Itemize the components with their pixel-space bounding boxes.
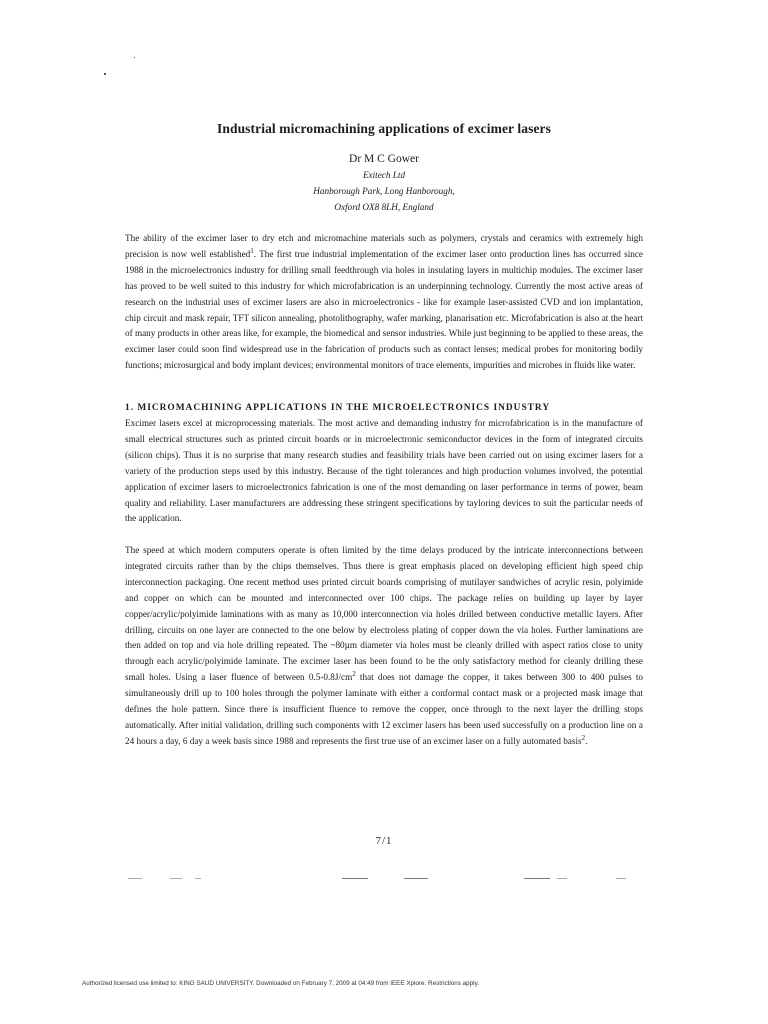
affiliation-address: Hanborough Park, Long Hanborough, <box>313 186 455 196</box>
paragraph2-end: . <box>585 735 588 746</box>
section-heading: 1. MICROMACHINING APPLICATIONS IN THE MICROELECTRONICS INDUSTRY <box>125 403 551 413</box>
scan-artifact-line <box>342 878 368 879</box>
intro-paragraph <box>125 231 643 374</box>
paragraph2-text-b: that does not damage the copper, it takes between 300 to 400 pulses to simultaneously drill up to 100 holes through the polymer laminate with either a conformal contact mask or a projected mask image that defines the hole pattern. Since there is insufficient fluence to remove the copper, once through to the next layer the drilling stops automatically. After initial validation, drilling such components with 12 excimer lasers has been used successfully on a production line on a 24 hours a day, 6 day a week basis since 1988 and represents the first true use of an excimer laser on a fully automated basis <box>125 672 643 746</box>
section1-paragraph-1: Excimer lasers excel at microprocessing materials. The most active and demanding industry for microfabrication is in the manufacture of small electrical structures such as printed circuit boards or in microelectronic semiconductor devices in the form of integrated circuits (silicon chips). Thus it is no surprise that many research studies and feasibility trials have been carried out on using excimer lasers for a variety of the production steps used by this industry. Because of the tight tolerances and high production volumes involved, the potential application of excimer lasers to microelectronics fabrication is one of the most demanding on laser performance in terms of power, beam quality and reliability. Laser manufacturers are addressing these stringent specifications by tayloring devices to suit the particular needs of the application. <box>125 418 643 524</box>
scan-artifact-line <box>524 878 550 879</box>
page-number: 7/1 <box>375 835 393 847</box>
intro-text-a: The ability of the excimer laser to dry etch and micromachine materials such as polymers, crystals and ceramics with extremely high precision is now well established <box>125 233 643 259</box>
intro-text-b: . The first true industrial implementation of the excimer laser onto production lines has occurred since 1988 in the microelectronics industry for drilling small feedthrough via holes in insulating layers in multichip modules. The excimer laser has proved to be well suited to this industry for which microfabrication is an underpinning technology. Currently the most active areas of research on the industrial uses of excimer lasers are also in microelectronics - like for example laser-assisted CVD and ion implantation, chip circuit and mask repair, TFT silicon annealing, photolithography, wafer marking, planarisation etc. Microfabrication is also at the heart of many products in other areas like, for example, the biomedical and sensor industries. While just beginning to be applied to these areas, the excimer laser could soon find widespread use in the fabrication of products such as contact lenses; medical probes for monitoring bodily functions; microsurgical and body implant devices; environmental monitors of trace elements, impurities and microbes in fluids like water. <box>125 248 644 371</box>
scan-artifact-line <box>404 878 428 879</box>
scan-speck <box>104 73 106 75</box>
scan-artifact-line <box>195 878 201 879</box>
reference-2: 2 <box>581 733 586 742</box>
section1-paragraph-2 <box>125 543 643 750</box>
scan-artifact-line <box>616 878 626 879</box>
scan-artifact-line <box>170 878 182 879</box>
affiliation-company: Exitech Ltd <box>362 170 406 180</box>
author-name: Dr M C Gower <box>349 153 419 165</box>
superscript-2: 2 <box>352 670 356 679</box>
reference-1: 1 <box>250 246 254 255</box>
scan-artifact-line <box>557 878 567 879</box>
scan-artifact-line <box>128 878 142 879</box>
license-footer: Authorized licensed use limited to: KING SAUD UNIVERSITY. Downloaded on February 7, 2009 at 04:49 from IEEE Xplore. Restrictions apply. <box>82 980 480 987</box>
scan-speck <box>134 57 135 58</box>
paper-title: Industrial micromachining applications of excimer lasers <box>217 121 551 136</box>
paragraph2-text-a: The speed at which modern computers operate is often limited by the time delays produced by the intricate interconnections between integrated circuits rather than by the chips themselves. Thus there is great emphasis placed on developing efficient high speed chip interconnection packaging. One recent method uses printed circuit boards comprising of mutilayer sandwiches of acrylic resin, polyimide and copper on which can be mounted and interconnected over 100 chips. The package relies on building up layer by layer copper/acrylic/polyimide laminations with as many as 10,000 interconnection via holes drilled between conductive metallic layers. After drilling, circuits on one layer are connected to the one below by electroless plating of copper down the via holes. Further laminations are then added on top and via hole drilling repeated. The ~80µm diameter via holes must be cleanly drilled with aspect ratios close to unity through each acrylic/polyimide laminate. The excimer laser has been found to be the only satisfactory method for cleanly drilling these small holes. Using a laser fluence of between 0.5-0.8J/cm <box>125 545 643 683</box>
affiliation-city: Oxford OX8 8LH, England <box>334 202 434 212</box>
